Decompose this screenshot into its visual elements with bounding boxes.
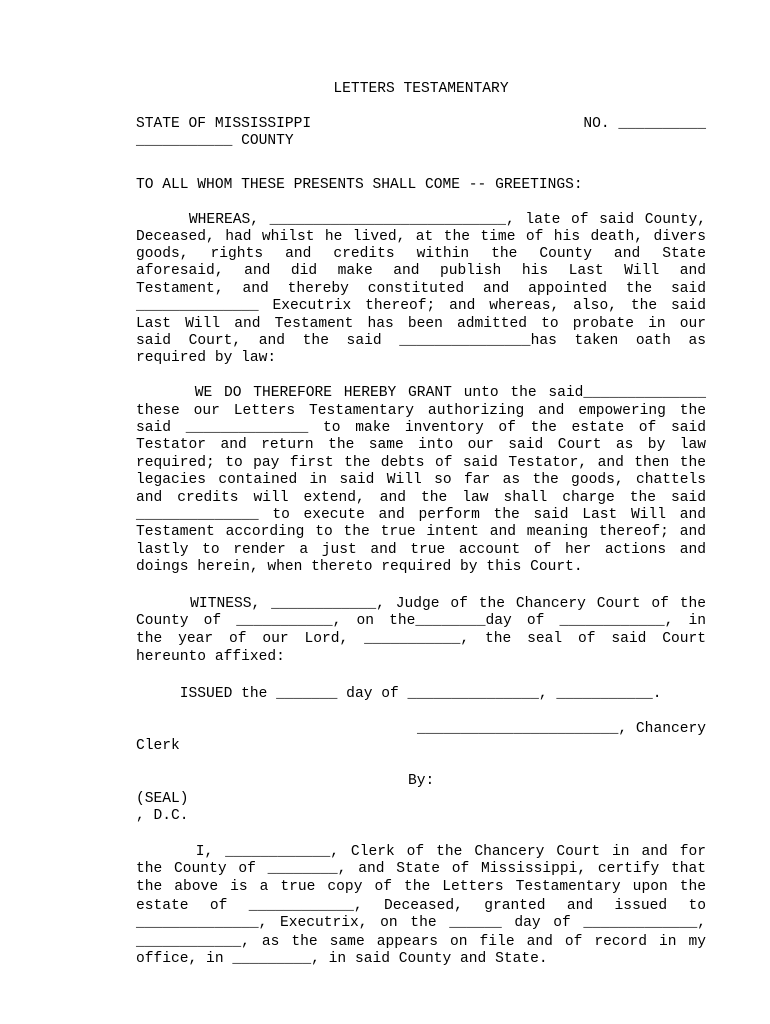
grant-line: Testament according to the true intent and meaning thereof; and (136, 524, 706, 540)
whereas-line: WHEREAS, ___________________________, late of said County, (136, 212, 706, 228)
seal-label: (SEAL) (136, 791, 189, 807)
grant-line: and credits will extend, and the law shall charge the said (136, 490, 706, 506)
grant-line: ______________ to execute and perform the said Last Will and (136, 507, 706, 523)
whereas-line: said Court, and the said _______________has taken oath as (136, 333, 706, 349)
certify-line: the County of ________, and State of Mississippi, certify that (136, 861, 706, 877)
by-label: By: (408, 773, 435, 789)
document-title: LETTERS TESTAMENTARY (333, 81, 509, 97)
chancery-clerk-signature: _______________________, Chancery (416, 721, 706, 737)
grant-line: said ______________ to make inventory of the estate of said (136, 420, 706, 436)
certify-line: office, in _________, in said County and State. (136, 951, 548, 967)
deputy-clerk-label: , D.C. (136, 808, 189, 824)
certify-line: the above is a true copy of the Letters Testamentary upon the (136, 879, 706, 895)
grant-line: these our Letters Testamentary authorizing and empowering the (136, 403, 706, 419)
grant-line: Testator and return the same into our said Court as by law (136, 437, 706, 453)
whereas-line: ______________ Executrix thereof; and whereas, also, the said (136, 298, 706, 314)
clerk-label: Clerk (136, 738, 180, 754)
issued-line: ISSUED the _______ day of _______________, ___________. (136, 686, 662, 702)
whereas-line: Testament, and thereby constituted and appointed the said (136, 281, 706, 297)
certify-line: estate of ____________, Deceased, granted and issued to (136, 898, 706, 914)
county-label: ___________ COUNTY (136, 133, 294, 149)
grant-line: legacies contained in said Will so far as the goods, chattels (136, 472, 706, 488)
witness-line: hereunto affixed: (136, 649, 285, 665)
whereas-line: goods, rights and credits within the County and State (136, 246, 706, 262)
whereas-line: required by law: (136, 350, 277, 366)
whereas-line: aforesaid, and did make and publish his Last Will and (136, 263, 706, 279)
whereas-line: Deceased, had whilst he lived, at the time of his death, divers (136, 229, 706, 245)
witness-line: County of ___________, on the________day of ____________, in (136, 613, 706, 629)
certify-line: I, ____________, Clerk of the Chancery Court in and for (136, 844, 706, 860)
whereas-line: Last Will and Testament has been admitted to probate in our (136, 316, 706, 332)
witness-line: the year of our Lord, ___________, the seal of said Court (136, 631, 706, 647)
certify-line: ____________, as the same appears on file and of record in my (136, 934, 706, 950)
grant-line: required; to pay first the debts of said Testator, and then the (136, 455, 706, 471)
greeting: TO ALL WHOM THESE PRESENTS SHALL COME -- GREETINGS: (136, 177, 583, 193)
grant-line: doings herein, when thereto required by this Court. (136, 559, 583, 575)
certify-line: ______________, Executrix, on the ______ day of _____________, (136, 915, 706, 931)
state-label: STATE OF MISSISSIPPI (136, 116, 312, 132)
grant-line: lastly to render a just and true account of her actions and (136, 542, 706, 558)
case-number: NO. __________ (583, 116, 706, 132)
witness-line: WITNESS, ____________, Judge of the Chancery Court of the (136, 596, 706, 612)
grant-line: WE DO THEREFORE HEREBY GRANT unto the said______________ (136, 385, 706, 401)
